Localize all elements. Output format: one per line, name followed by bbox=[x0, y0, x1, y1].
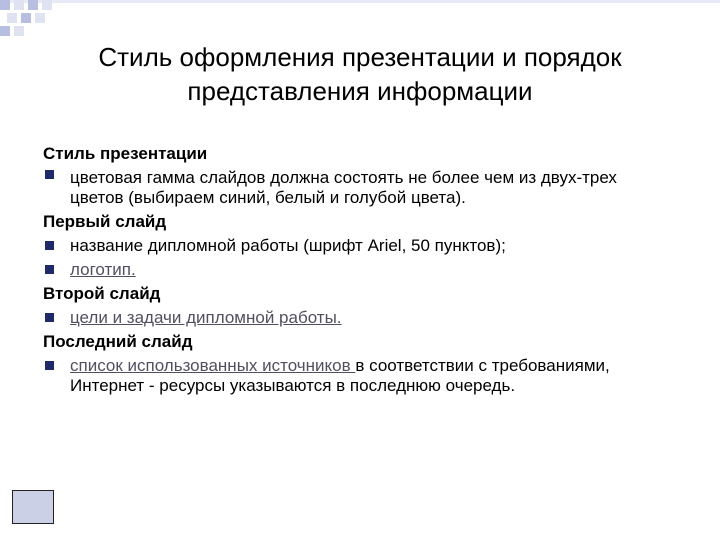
goals-link[interactable]: цели и задачи дипломной работы. bbox=[70, 308, 342, 327]
square-bullet-icon bbox=[45, 170, 54, 179]
list-item bbox=[43, 356, 673, 396]
logo-link[interactable]: логотип. bbox=[70, 260, 136, 279]
decorative-corner-box bbox=[12, 490, 54, 524]
square-bullet-icon bbox=[45, 265, 54, 274]
list-item bbox=[43, 260, 673, 280]
slide-content bbox=[43, 140, 673, 396]
sources-link[interactable]: список использованных источников bbox=[70, 356, 356, 375]
section-heading-second-slide: Второй слайд bbox=[43, 284, 161, 303]
square-bullet-icon bbox=[45, 313, 54, 322]
list-item bbox=[43, 308, 673, 328]
square-bullet-icon bbox=[45, 241, 54, 250]
list-item-text: название дипломной работы (шрифт Ariel, 50 пунктов); bbox=[70, 236, 506, 255]
section-heading-last-slide: Последний слайд bbox=[43, 332, 193, 351]
slide-title bbox=[60, 40, 660, 108]
section-heading-style: Стиль презентации bbox=[43, 144, 208, 163]
list-item bbox=[43, 236, 673, 256]
slide-title-line-2: представления информации bbox=[187, 76, 533, 106]
list-item-text: цветовая гамма слайдов должна состоять не более чем из двух-трех цветов (выбираем синий, белый и голубой цвета). bbox=[70, 168, 617, 207]
decorative-header-squares bbox=[0, 0, 720, 40]
list-item bbox=[43, 168, 673, 208]
section-heading-first-slide: Первый слайд bbox=[43, 212, 167, 231]
square-bullet-icon bbox=[45, 361, 54, 370]
list-item-text: в соответствии с требованиями, Интернет - ресурсы указываются в последнюю очередь. bbox=[70, 356, 610, 395]
slide-title-line-1: Стиль оформления презентации и порядок bbox=[98, 42, 622, 72]
